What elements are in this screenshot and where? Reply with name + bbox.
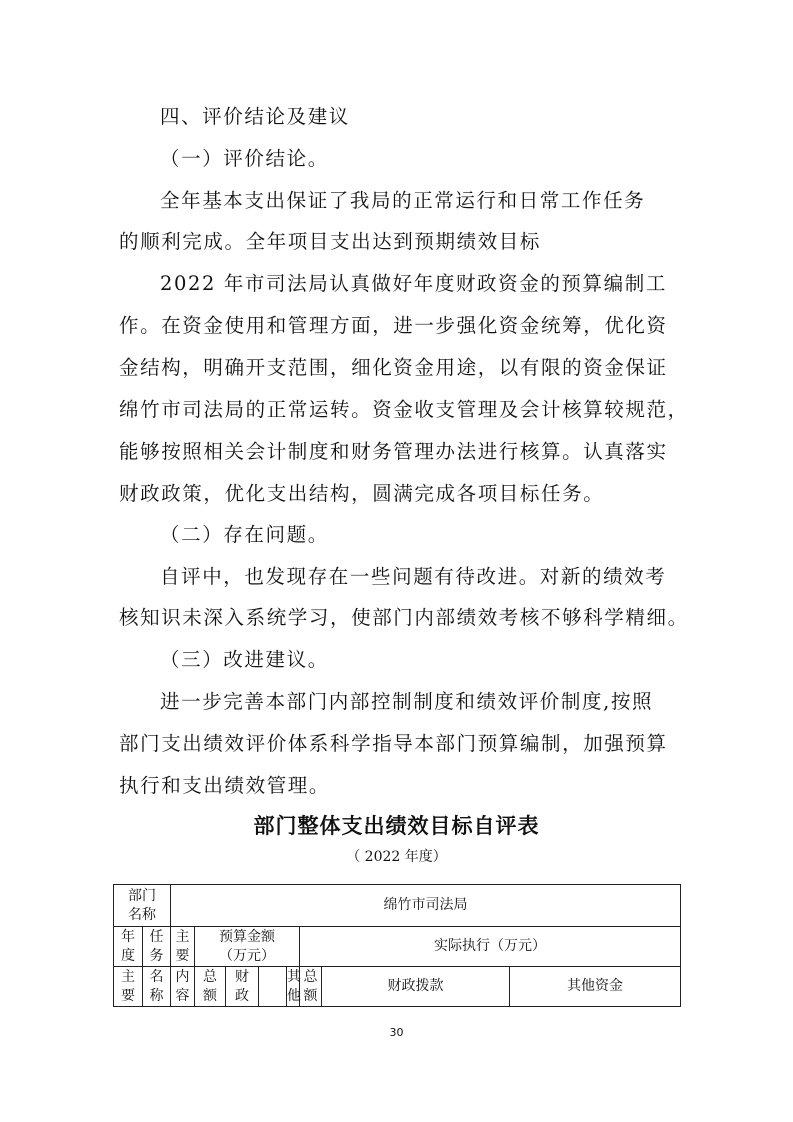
paragraph-line: 2022 年市司法局认真做好年度财政资金的预算编制工 <box>160 272 667 295</box>
cell-line: 额 <box>203 987 217 1004</box>
budget-other-cell <box>287 967 300 1007</box>
cell-line: 度 <box>121 947 135 964</box>
paragraph-line: 进一步完善本部门内部控制制度和绩效评价制度,按照 <box>160 690 654 713</box>
paragraph-line: 能够按照相关会计制度和财务管理办法进行核算。认真落实 <box>119 440 668 463</box>
section-heading: 四、评价结论及建议 <box>160 105 350 128</box>
cell-line: 内 <box>175 968 190 985</box>
budget-blank-cell <box>259 967 287 1007</box>
cell-line: 政 <box>235 987 249 1004</box>
dept-value-cell: 绵竹市司法局 <box>171 885 681 927</box>
cell-line: 预算金额 <box>219 928 275 945</box>
other-funds-cell: 其他资金 <box>510 967 681 1007</box>
paragraph-line: 财政政策，优化支出结构，圆满完成各项目标任务。 <box>119 482 605 505</box>
task-label-cell <box>143 927 171 967</box>
cell-line: 总 <box>303 968 318 985</box>
budget-total-cell <box>195 967 226 1007</box>
name-cell <box>143 967 171 1007</box>
dept-label-cell <box>114 885 171 927</box>
cell-line: 他 <box>287 987 301 1004</box>
cell-line: 主 <box>121 968 135 985</box>
cell-line: 总 <box>203 968 217 985</box>
cell-line: 要 <box>121 987 135 1004</box>
cell-line: 财 <box>235 968 249 985</box>
main-label-cell <box>171 927 195 967</box>
paragraph-line: 核知识未深入系统学习，使部门内部绩效考核不够科学精细。 <box>119 606 689 629</box>
cell-line: 要 <box>175 947 190 964</box>
budget-label-cell <box>195 927 300 967</box>
cell-line: （万元） <box>219 947 275 964</box>
main-cell <box>114 967 143 1007</box>
budget-fiscal-cell <box>226 967 259 1007</box>
paragraph-line: 执行和支出绩效管理。 <box>119 774 331 797</box>
cell-line: 容 <box>175 987 190 1004</box>
dept-label-line: 部门 <box>128 887 156 904</box>
paragraph-line: 作。在资金使用和管理方面，进一步强化资金统筹，优化资 <box>119 314 668 337</box>
paragraph-line: 绵竹市司法局的正常运转。资金收支管理及会计核算较规范， <box>119 398 689 421</box>
cell-line: 额 <box>303 987 318 1004</box>
cell-line: 主 <box>175 928 190 945</box>
cell-line: 年 <box>121 928 135 945</box>
cell-line: 其 <box>287 968 301 985</box>
table-title: 部门整体支出绩效目标自评表 <box>253 814 540 838</box>
paragraph-line: 全年基本支出保证了我局的正常运行和日常工作任务 <box>160 189 646 212</box>
subsection-heading: （二）存在问题。 <box>160 523 329 546</box>
subsection-heading: （三）改进建议。 <box>160 648 329 671</box>
cell-line: 任 <box>149 928 164 945</box>
performance-table <box>113 884 681 1007</box>
dept-label-line: 名称 <box>128 906 156 923</box>
paragraph-line: 部门支出绩效评价体系科学指导本部门预算编制，加强预算 <box>119 732 668 755</box>
subsection-heading: （一）评价结论。 <box>160 147 329 170</box>
year-label-cell <box>114 927 143 967</box>
paragraph-line: 自评中，也发现存在一些问题有待改进。对新的绩效考 <box>160 565 667 588</box>
cell-line: 务 <box>149 947 164 964</box>
paragraph-line: 金结构，明确开支范围，细化资金用途，以有限的资金保证 <box>119 356 668 379</box>
cell-line: 名 <box>149 968 164 985</box>
actual-label-cell: 实际执行（万元） <box>300 927 681 967</box>
page-number: 30 <box>389 1026 404 1039</box>
paragraph-line: 的顺利完成。全年项目支出达到预期绩效目标 <box>119 230 542 253</box>
fiscal-funds-cell: 财政拨款 <box>322 967 510 1007</box>
cell-line: 称 <box>149 987 164 1004</box>
content-cell <box>171 967 195 1007</box>
actual-total-cell <box>300 967 322 1007</box>
table-subtitle: （ 2022 年度） <box>346 849 447 865</box>
